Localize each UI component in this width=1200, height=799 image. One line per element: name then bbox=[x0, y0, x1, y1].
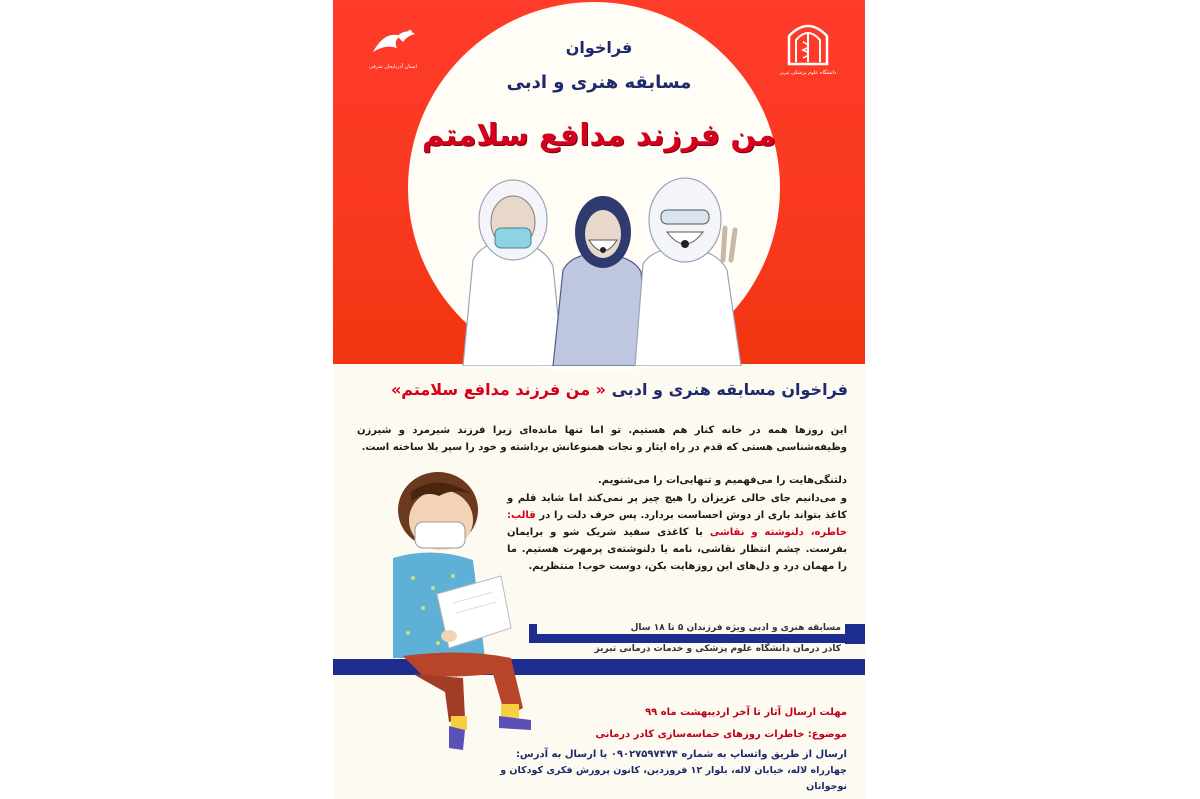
band-line1: مسابقه هنری و ادبی ویژه فرزندان ۵ تا ۱۸ سال bbox=[537, 622, 845, 634]
address-text: چهارراه لاله، خیابان لاله، بلوار ۱۲ فروردین، کانون پرورش فکری کودکان و نوجوانان bbox=[500, 765, 847, 792]
poster bbox=[333, 0, 865, 799]
topic-text: موضوع: خاطرات روزهای حماسه‌سازی کادر درمانی bbox=[595, 729, 847, 740]
header-line2: مسابقه هنری و ادبی bbox=[506, 72, 692, 93]
kanoon-logo-caption: استان آذربایجان شرقی bbox=[369, 64, 417, 70]
paragraph-3-text: و می‌دانیم جای خالی عزیزان را هیچ چیز پر نمی‌کند اما شاید قلم و کاغذ بتواند باری از دوش احساست بردارد. پس حرف دلت را در bbox=[507, 493, 848, 521]
university-logo-caption: دانشگاه علوم پزشکی تبریز bbox=[779, 70, 837, 76]
paragraph-3 bbox=[507, 490, 847, 575]
paragraph-1: این روزها همه در خانه کنار هم هستیم. تو اما تنها مانده‌ای زیرا فرزند شیرمرد و شیرزن وظیفه‌شناسی هستی که قدم در راه ایثار و نجات همنوعانش برداشته و خود را سپر بلا ساخته است. bbox=[357, 425, 847, 453]
paragraph-3-rest: با کاغذی سفید شریک شو و برایمان بفرست. چشم انتظار نقاشی، نامه یا دلنوشته‌ی پرمهرت هستیم. ما را مهمان درد و دل‌های این روزهایت بکن، دوست خوب! منتظریم. bbox=[507, 527, 847, 572]
send-text: ارسال از طریق واتساپ به شماره ۰۹۰۲۷۵۹۷۴۷۴ یا ارسال به آدرس: bbox=[515, 749, 847, 760]
subheading bbox=[353, 380, 848, 399]
paragraph-3-highlight: قالب: خاطره، دلنوشته و نقاشی bbox=[507, 510, 848, 538]
health-workers-illustration bbox=[423, 170, 773, 366]
band-line2: کادر درمان دانشگاه علوم پزشکی و خدمات درمانی تبریز bbox=[517, 643, 845, 655]
deadline-text: مهلت ارسال آثار تا آخر اردیبهشت ماه ۹۹ bbox=[645, 707, 847, 718]
info-block bbox=[467, 705, 847, 795]
main-title: من فرزند مدافع سلامتم bbox=[421, 118, 777, 153]
subheading-title: « من فرزند مدافع سلامتم» bbox=[390, 380, 607, 399]
subheading-prefix: فراخوان مسابقه هنری و ادبی bbox=[611, 380, 848, 399]
header-line1: فراخوان bbox=[565, 38, 633, 57]
paragraph-2: دلتنگی‌هایت را می‌فهمیم و تنهایی‌ات را می‌شنویم. bbox=[597, 475, 847, 486]
